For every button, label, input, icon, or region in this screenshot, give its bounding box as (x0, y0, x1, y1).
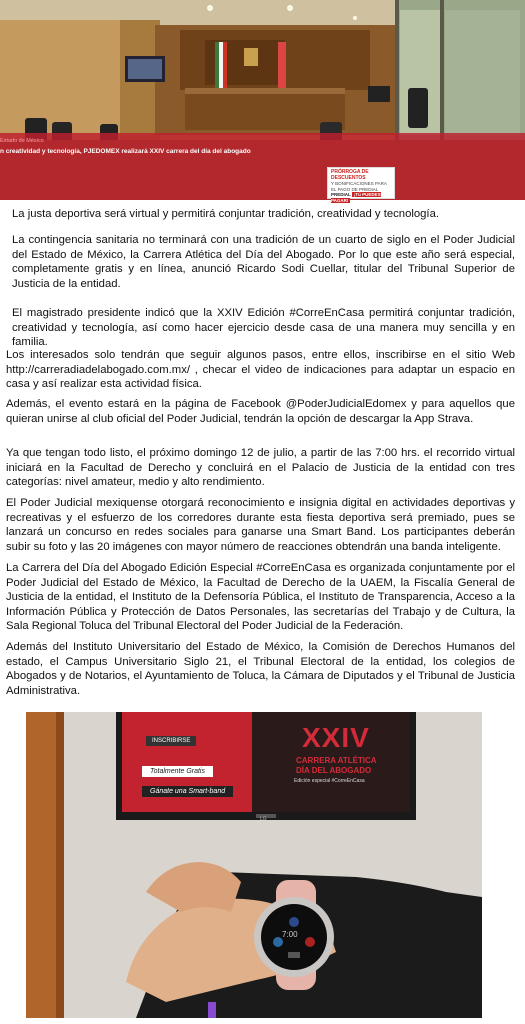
tv-brand-logo: LG (260, 816, 267, 822)
promo-title: PRÓRROGA DE DESCUENTOS (331, 169, 369, 181)
promo-predial: PREDIAL ¡Tú PUEDES PAGAR! (331, 192, 381, 203)
article-paragraph-3: Los interesados solo tendrán que seguir algunos pasos, entre ellos, inscribirse en el sitio Web http://carreradiadelabogado.com.mx/ , checar el video de indicaciones para adaptar un espacio en casa y así realizar esta actividad física. (6, 349, 515, 390)
article-paragraph-6: El Poder Judicial mexiquense otorgará reconocimiento e insignia digital en actividades deportivas y recreativas y el esfuerzo de los corredores durante esta fiesta deportiva será premiado, pues se lanzará un concurso en redes sociales para ganarse una Smart Band. Los participantes deberán subir su foto y las 20 imágenes con mayor número de reacciones obtendrán una banda inteligente. (6, 497, 515, 553)
article-paragraph-5: Ya que tengan todo listo, el próximo domingo 12 de julio, a partir de las 7:00 hrs. el recorrido virtual iniciará en la Facultad de Derecho y concluirá en el Palacio de Justicia de la entidad con tres categorías: nivel amateur, medio y alto rendimiento. (6, 447, 515, 488)
promo-ad[interactable] (327, 167, 395, 203)
header-banner (0, 0, 525, 203)
tv-smartband-button: Gánate una Smart-band (142, 786, 233, 797)
tv-free-button: Totalmente Gratis (142, 766, 213, 777)
ticker-prefix: Estado de México (0, 138, 44, 144)
article-paragraph-1: La contingencia sanitaria no terminará con una tradición de un cuarto de siglo en el Poder Judicial del Estado de México, la Carrera Atlética del Día del Abogado. Por lo que este año será especial, completamente gratis y en línea, anunció Ricardo Sodi Cuellar, titular del Tribunal Superior de Justicia de la entidad. (12, 234, 515, 290)
article-paragraph-4: Además, el evento estará en la página de Facebook @PoderJudicialEdomex y para aquellos que quieran unirse al club oficial del Poder Judicial, tendrán la opción de descargar la App Strava. (6, 398, 515, 425)
promo-badge: ¡Tú PUEDES PAGAR! (331, 192, 381, 203)
article-subtitle: La justa deportiva será virtual y permitirá conjuntar tradición, creatividad y tecnología. (12, 208, 439, 220)
ticker-band (0, 133, 525, 200)
tv-title-1: CARRERA ATLÉTICA (296, 756, 377, 765)
promo-sub: Y BONIFICACIONES PARA EL PAGO DE PREDIAL (331, 181, 387, 192)
tv-title-3: Edición especial #CorreEnCasa (294, 778, 365, 784)
tv-big-title: XXIV (302, 722, 370, 753)
tv-watch-photo (26, 712, 482, 1018)
article-paragraph-7: La Carrera del Día del Abogado Edición Especial #CorreEnCasa es organizada conjuntamente por el Poder Judicial del Estado de México, la Facultad de Derecho de la UAEM, la Fiscalía General de Justicia de la entidad, el Instituto de la Defensoría Pública, el Instituto de Transparencia, Acceso a la Información Pública y Protección de Datos Personales, las secretarías del Trabajo y de Cultura, la Sala Regional Toluca del Tribunal Electoral del Poder Judicial de la Federación. (6, 562, 515, 632)
article-paragraph-2: El magistrado presidente indicó que la XXIV Edición #CorreEnCasa permitirá conjuntar tradición, creatividad y tecnología, así como hacer ejercicio desde casa de una manera muy sencilla y en familia. (12, 307, 515, 348)
tv-title-2: DÍA DEL ABOGADO (296, 766, 372, 775)
watch-time: 7:00 (282, 930, 298, 939)
article-paragraph-8: Además del Instituto Universitario del Estado de México, la Comisión de Derechos Humanos del estado, el Campus Universitario Siglo 21, el Tribunal Electoral de la entidad, los colegios de Abogados y de Notarios, el Ayuntamiento de Toluca, la Cámara de Diputados y el Tribunal de Justicia Administrativa. (6, 641, 515, 697)
article-photo (26, 712, 482, 1018)
news-ticker[interactable]: n creatividad y tecnología, PJEDOMEX realizará XXIV carrera del día del abogado (0, 148, 251, 155)
tv-register-button: INSCRIBIRSE (146, 736, 196, 746)
